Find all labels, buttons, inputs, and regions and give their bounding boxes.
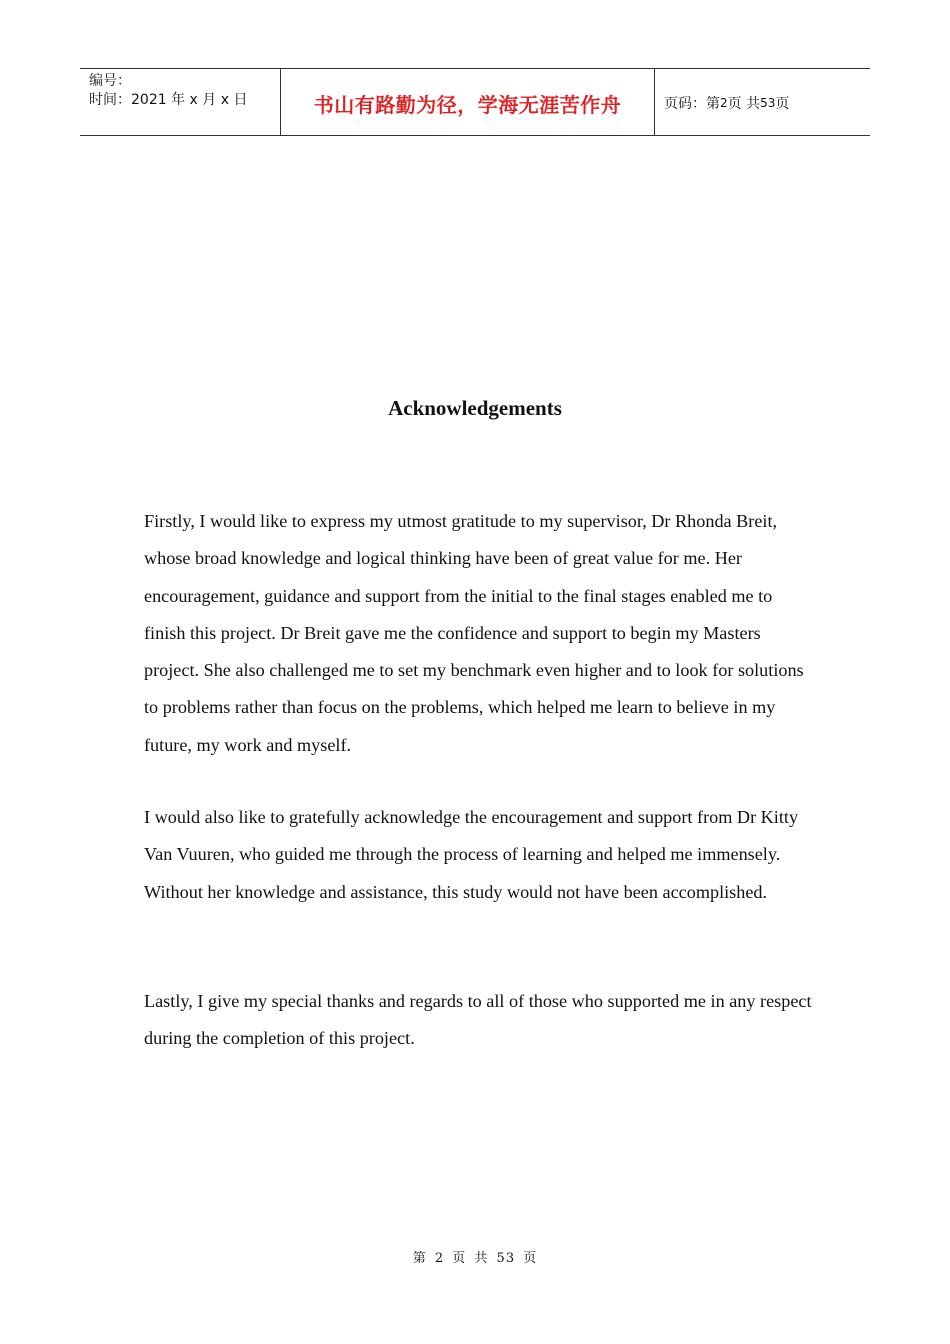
header-motto: 书山有路勤为径，学海无涯苦作舟: [281, 69, 655, 135]
paragraph: Lastly, I give my special thanks and regards to all of those who supported me in any respect during the completion of this project.: [144, 991, 812, 1049]
page-total: 53: [760, 96, 776, 110]
page-prefix: 页码：第: [664, 96, 720, 112]
page-suffix: 页: [775, 96, 790, 112]
date-label: 时间：2021 年 x 月 x 日: [89, 92, 248, 108]
page-footer: 第 2 页 共 53 页: [412, 1251, 538, 1266]
paragraph: Firstly, I would like to express my utmost gratitude to my supervisor, Dr Rhonda Breit, whose broad knowledge and logical thinking have been of great value for me. Her encouragement, guidance and support from the initial to the final stages enabled me to finish this project. Dr Breit gave me the confidence and support to begin my Masters project. She also challenged me to set my benchmark even higher and to look for solutions to problems rather than focus on the problems, which helped me learn to believe in my future, my work and myself.: [144, 511, 804, 755]
paragraph: I would also like to gratefully acknowledge the encouragement and support from Dr Kitty Van Vuuren, who guided me through the process of learning and helped me immensely. Without her knowledge and assistance, this study would not have been accomplished.: [144, 807, 799, 902]
header-info-cell: [80, 69, 281, 135]
number-label: 编号：: [89, 73, 131, 89]
page-title: Acknowledgements: [388, 396, 562, 420]
page-mid: 页 共: [727, 96, 761, 112]
header-page-counter: [655, 69, 870, 135]
page-header: [80, 68, 870, 136]
page-current: 2: [720, 96, 728, 110]
